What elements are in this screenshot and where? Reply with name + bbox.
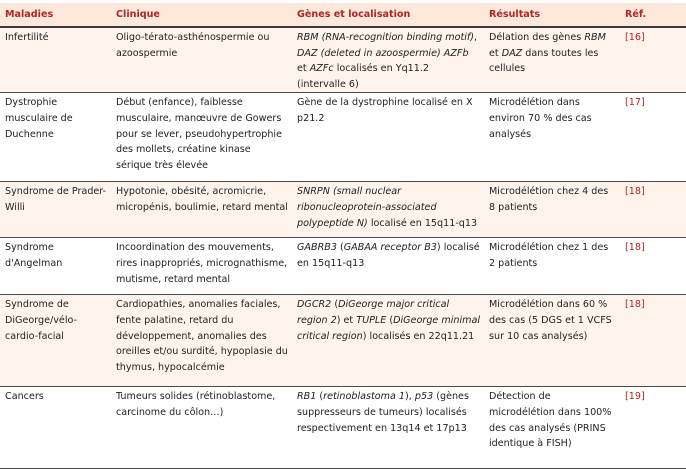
- reference-number: [18]: [625, 299, 645, 311]
- text-segment: Microdélétion dans 60 % des cas (5 DGS et 1 VCFS sur 10 cas analysés): [489, 299, 612, 342]
- cell-ref: [625, 93, 686, 182]
- text-segment: (: [336, 242, 344, 254]
- cell-clinique: Tumeurs solides (rétinoblastome, carcinome du côlon…): [115, 387, 296, 469]
- header-clinique: Clinique: [115, 3, 296, 27]
- cell-ref: [625, 182, 686, 238]
- header-ref: Réf.: [625, 3, 686, 27]
- table-body: [0, 27, 686, 469]
- text-segment: Gène de la dystrophine localisé en X p21.2: [297, 97, 473, 124]
- text-segment: ) localisés en 22q11.21: [362, 330, 475, 342]
- reference-number: [18]: [625, 186, 645, 198]
- text-segment: Détection de microdélétion dans 100% des cas analysés (PRINS identique à FISH): [489, 391, 612, 450]
- text-segment: dans toutes les cellules: [489, 47, 599, 75]
- cell-clinique: Hypotonie, obésité, acromicrie, micropénis, boulimie, retard mental: [115, 182, 296, 238]
- text-segment: ,: [474, 32, 478, 43]
- text-segment: RBM (RNA-recognition binding motif): [297, 32, 475, 43]
- text-segment: ) localisé en 15q11-q13: [297, 242, 480, 269]
- cell-maladie: Infertilité: [0, 27, 115, 93]
- text-segment: retinoblastoma 1: [323, 391, 406, 403]
- text-segment: TUPLE: [356, 314, 387, 326]
- cell-resultats: [488, 238, 625, 295]
- text-segment: ) et: [336, 314, 357, 326]
- text-segment: AZFc: [309, 63, 334, 75]
- reference-number: [18]: [625, 242, 645, 254]
- header-resultats: Résultats: [488, 3, 625, 27]
- cell-genes: [296, 295, 488, 387]
- header-maladies: Maladies: [0, 3, 115, 27]
- text-segment: Microdélétion chez 4 des 8 patients: [489, 186, 609, 213]
- reference-number: [19]: [625, 391, 645, 403]
- table-row: [0, 93, 686, 182]
- text-segment: (gènes suppresseurs de tumeurs) localisés respectivement en 13q14 et 17p13: [297, 391, 469, 434]
- cell-ref: [625, 295, 686, 387]
- table-row: [0, 182, 686, 238]
- cell-genes: [296, 93, 488, 182]
- text-segment: DAZ: [501, 47, 523, 59]
- cell-maladie: Cancers: [0, 387, 115, 469]
- cell-genes: [296, 27, 488, 93]
- text-segment: AZFb: [443, 47, 469, 59]
- cell-maladie: Syndrome de DiGeorge/vélo-cardio-facial: [0, 295, 115, 387]
- text-segment: DAZ (deleted in azoospermie): [297, 47, 441, 59]
- header-row: [0, 3, 686, 27]
- cell-genes: [296, 182, 488, 238]
- text-segment: DiGeorge major critical region 2: [297, 299, 450, 326]
- cell-genes: [296, 238, 488, 295]
- text-segment: RB1: [297, 391, 317, 403]
- cell-resultats: [488, 93, 625, 182]
- text-segment: Délation des gènes: [489, 32, 585, 43]
- cell-resultats: [488, 182, 625, 238]
- text-segment: et: [297, 63, 310, 75]
- text-segment: (: [386, 314, 394, 326]
- cell-ref: [625, 387, 686, 469]
- text-segment: RBM: [584, 32, 606, 43]
- reference-number: [17]: [625, 97, 645, 109]
- table-row: [0, 387, 686, 469]
- table-row: [0, 295, 686, 387]
- text-segment: ),: [405, 391, 415, 403]
- cell-resultats: [488, 295, 625, 387]
- text-segment: (: [316, 391, 324, 403]
- cell-clinique: Incoordination des mouvements, rires inappropriés, micrognathisme, mutisme, retard mental: [115, 238, 296, 295]
- text-segment: localisé en 15q11-q13: [367, 217, 478, 229]
- text-segment: SNRPN (small nuclear ribonucleoprotein-associated polypeptide N): [297, 186, 437, 229]
- cell-ref: [625, 238, 686, 295]
- cell-resultats: [488, 27, 625, 93]
- text-segment: Microdélétion chez 1 des 2 patients: [489, 242, 609, 269]
- cell-maladie: Syndrome de Prader-Willi: [0, 182, 115, 238]
- header-genes: Gènes et localisation: [296, 3, 488, 27]
- cell-clinique: Cardiopathies, anomalies faciales, fente palatine, retard du développement, anomalies des oreilles et/ou surdité, hypoplasie du thymus, hypocalcémie: [115, 295, 296, 387]
- text-segment: GABRB3: [297, 242, 337, 254]
- cell-clinique: Début (enfance), faiblesse musculaire, manœuvre de Gowers pour se lever, pseudohypertrophie des mollets, créatine kinase sérique très élevée: [115, 93, 296, 182]
- text-segment: Microdélétion dans environ 70 % des cas analysés: [489, 97, 592, 140]
- text-segment: p53: [414, 391, 434, 403]
- text-segment: DGCR2: [297, 299, 332, 311]
- reference-number: [16]: [625, 32, 645, 43]
- table-row: [0, 238, 686, 295]
- table-row: [0, 27, 686, 93]
- text-segment: localisés en Yq11.2 (intervalle 6): [297, 63, 430, 90]
- cell-genes: [296, 387, 488, 469]
- text-segment: (: [331, 299, 339, 311]
- cell-ref: [625, 27, 686, 93]
- cell-resultats: [488, 387, 625, 469]
- cell-maladie: Dystrophie musculaire de Duchenne: [0, 93, 115, 182]
- cell-maladie: Syndrome d'Angelman: [0, 238, 115, 295]
- text-segment: DiGeorge minimal critical region: [297, 314, 481, 342]
- text-segment: et: [489, 47, 502, 59]
- cell-clinique: Oligo-térato-asthénospermie ou azoospermie: [115, 27, 296, 93]
- results-table: [0, 3, 686, 469]
- text-segment: GABAA receptor B3: [343, 242, 437, 254]
